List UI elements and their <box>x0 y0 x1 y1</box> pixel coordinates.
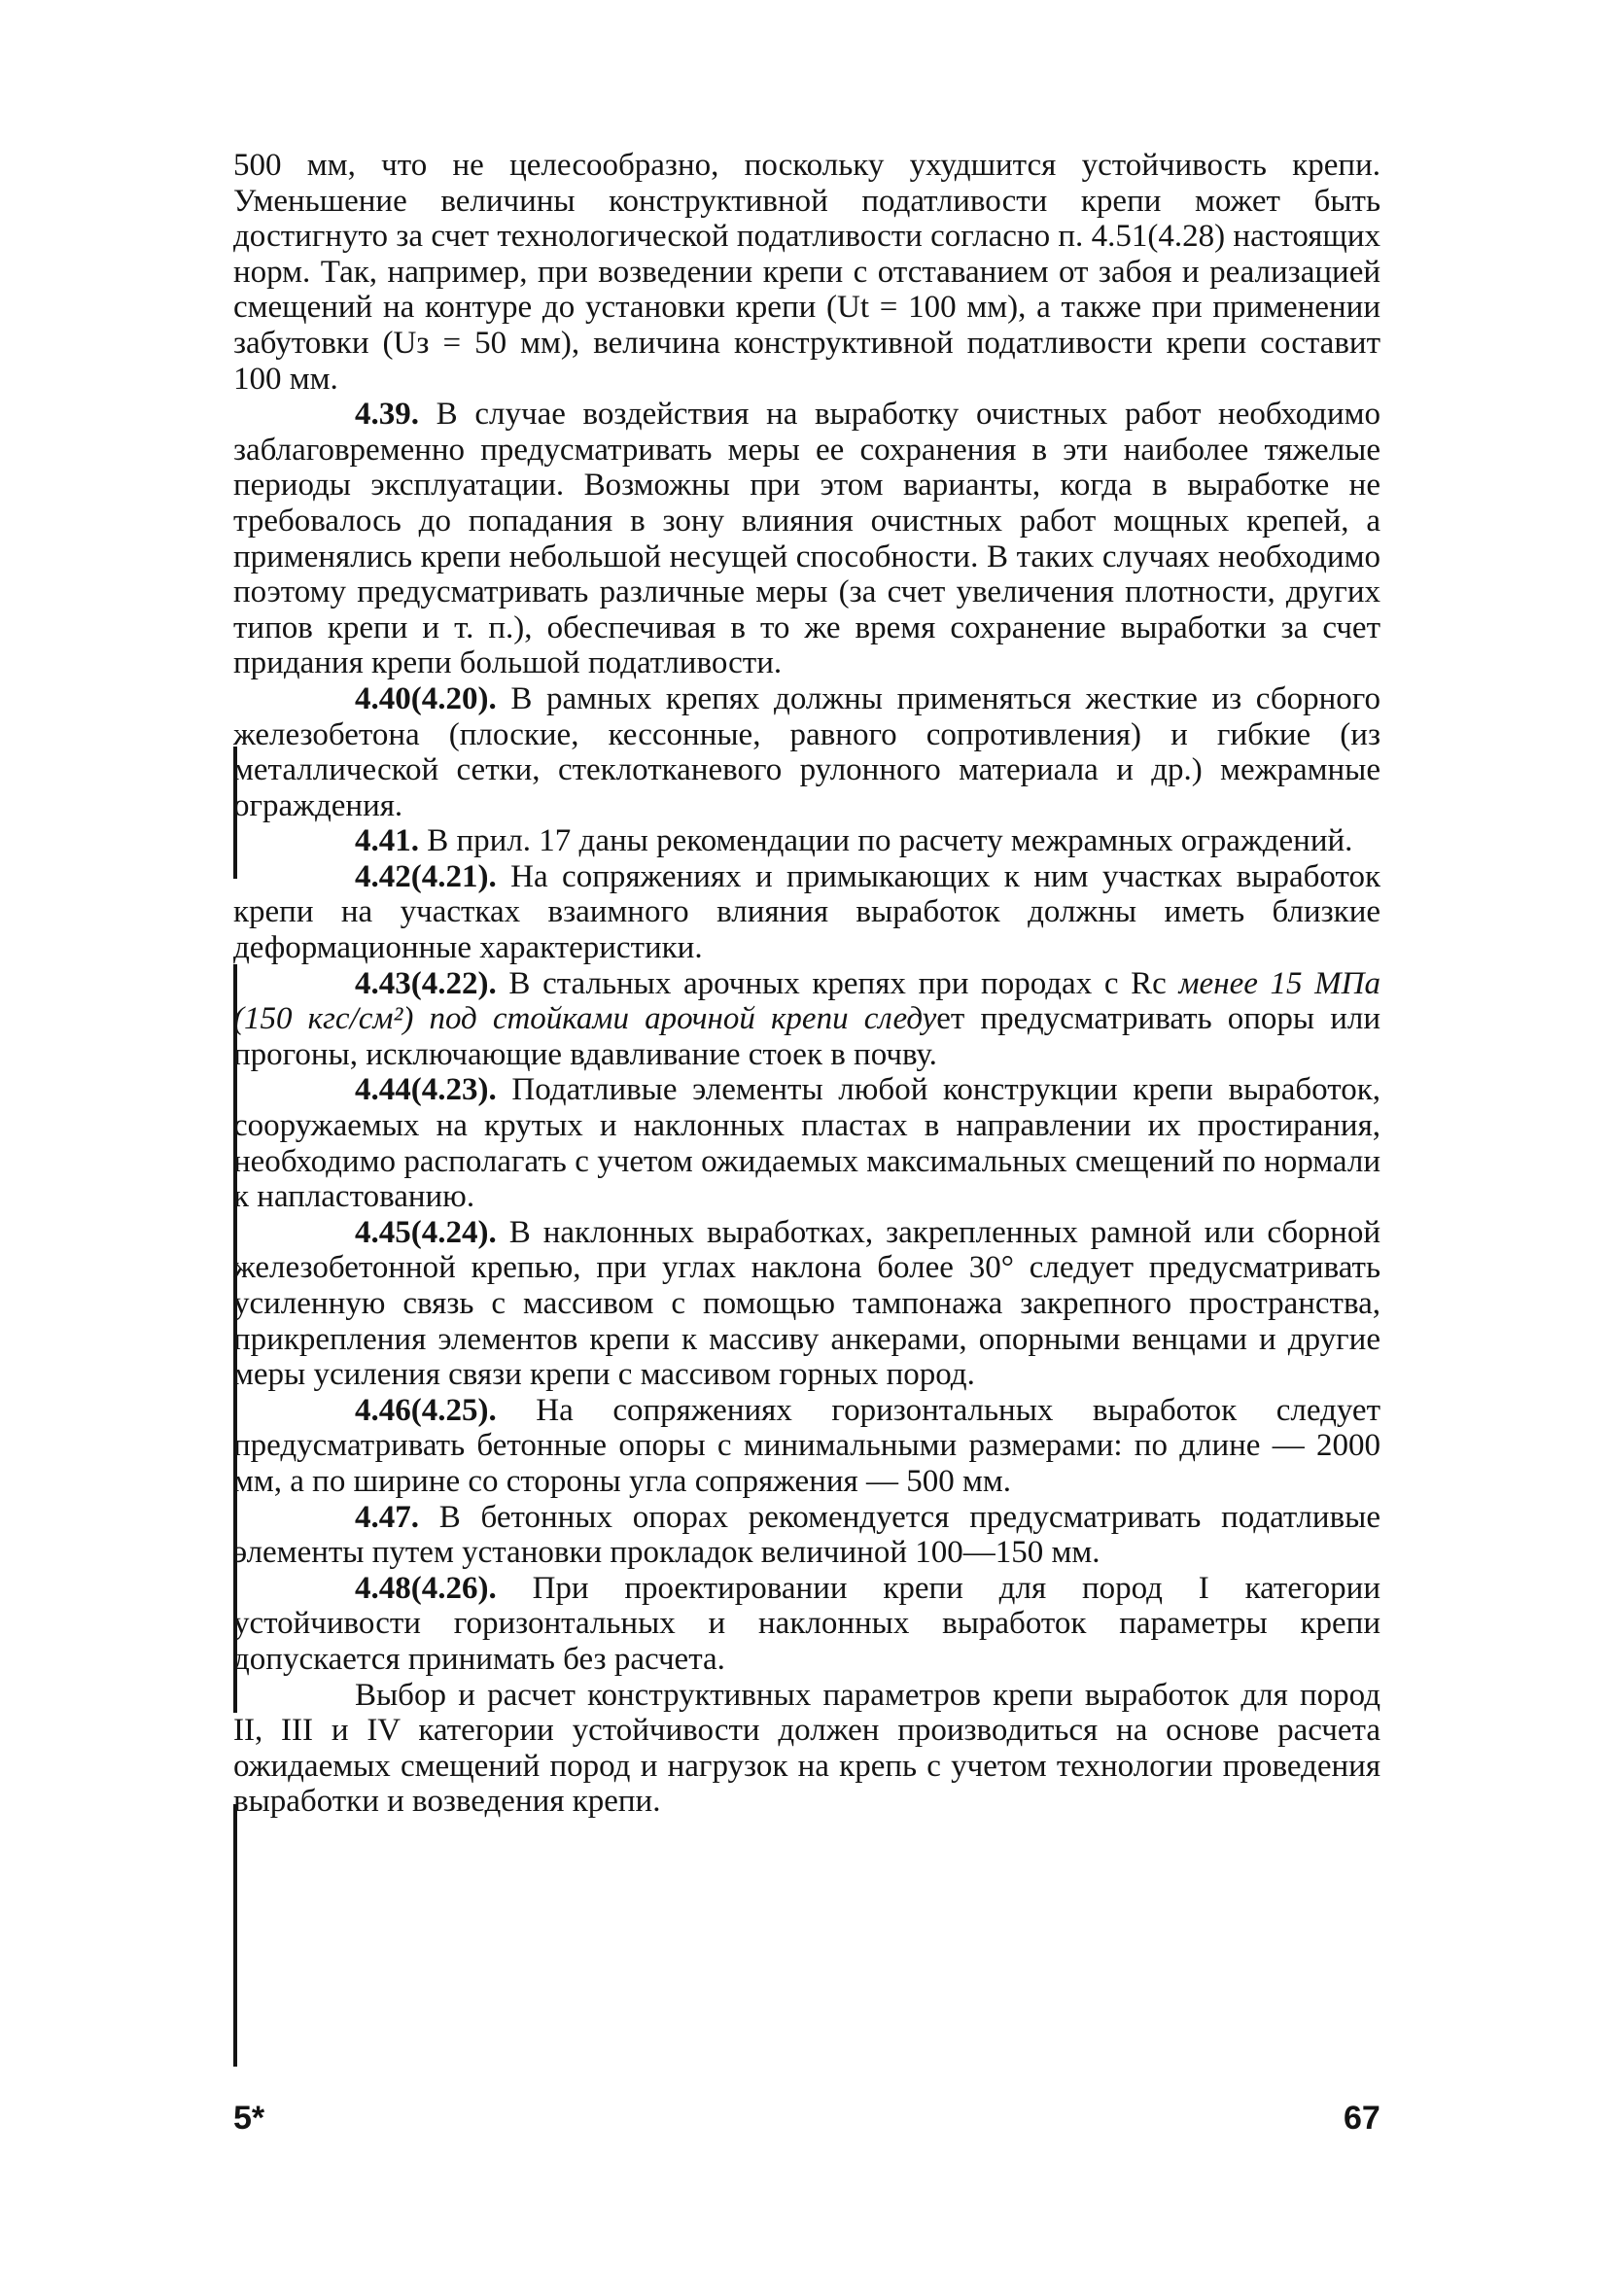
paragraph-4-48: 4.48(4.26). При проектировании крепи для пород I категории устойчивости горизонтальных и наклонных выработок параметры крепи допускается принимать без расчета. <box>233 1570 1380 1677</box>
clause-number: 4.40(4.20). <box>355 680 497 716</box>
clause-number: 4.44(4.23). <box>355 1072 497 1108</box>
clause-number: 4.43(4.22). <box>355 965 497 1001</box>
paragraph-4-44: 4.44(4.23). Податливые элементы любой конструкции крепи выработок, сооружаемых на крутых и наклонных пластах в направлении их простирания, необходимо располагать с учетом ожидаемых максимальных смещений по нормали к напластованию. <box>233 1072 1380 1215</box>
signature-mark: 5* <box>233 2100 265 2137</box>
clause-number: 4.47. <box>355 1499 419 1535</box>
paragraph-4-39: 4.39. В случае воздействия на выработку очистных работ необходимо заблаговременно предусматривать меры ее сохранения в эти наиболее тяжелые периоды эксплуатации. Возможны при этом варианты, когда в выработке не требовалось до попадания в зону влияния очистных работ мощных крепей, а применялись крепи небольшой несущей способности. В таких случаях необходимо поэтому предусматривать различные меры (за счет увеличения плотности, других типов крепи и т. п.), обеспечивая в то же время сохранение выработки за счет придания крепи большой податливости. <box>233 397 1381 681</box>
paragraph-4-47: 4.47. В бетонных опорах рекомендуется предусматривать податливые элементы путем установки прокладок величиной 100—150 мм. <box>233 1499 1380 1571</box>
clause-number: 4.41. <box>355 823 419 859</box>
page-number: 67 <box>1344 2100 1380 2137</box>
body-text <box>233 148 1380 1820</box>
paragraph-4-41: 4.41. В прил. 17 даны рекомендации по расчету межрамных ограждений. <box>355 823 1353 859</box>
paragraph-4-40: 4.40(4.20). В рамных крепях должны применяться жесткие из сборного железобетона (плоские, кессонные, равного сопротивления) и гибкие (из металлической сетки, стеклотканевого рулонного материала и др.) межрамные ограждения. <box>233 680 1381 823</box>
margin-change-bar <box>233 1804 237 2067</box>
clause-number: 4.42(4.21). <box>355 858 497 894</box>
clause-number: 4.46(4.25). <box>355 1392 497 1428</box>
paragraph-4-45: 4.45(4.24). В наклонных выработках, закрепленных рамной или сборной железобетонной крепью, при углах наклона более 30° следует предусматривать усиленную связь с массивом с помощью тампонажа закрепного пространства, прикрепления элементов крепи к массиву анкерами, опорными венцами и другие меры усиления связи крепи с массивом горных пород. <box>233 1214 1380 1393</box>
paragraph-4-46: 4.46(4.25). На сопряжениях горизонтальных выработок следует предусматривать бетонные опоры с минимальными размерами: по длине — 2000 мм, а по ширине со стороны угла сопряжения — 500 мм. <box>233 1392 1380 1499</box>
clause-number: 4.45(4.24). <box>355 1214 497 1250</box>
paragraph-4-48-continued: Выбор и расчет конструктивных параметров крепи выработок для пород II, III и IV категории устойчивости должен производиться на основе расчета ожидаемых смещений пород и нагрузок на крепь с учетом технологии проведения выработки и возведения крепи. <box>233 1677 1380 1820</box>
paragraph-4-42: 4.42(4.21). На сопряжениях и примыкающих к ним участках выработок крепи на участках взаимного влияния выработок должны иметь близкие деформационные характеристики. <box>233 858 1380 966</box>
paragraph-continuation: 500 мм, что не целесообразно, поскольку ухудшится устойчивость крепи. Уменьшение величины конструктивной податливости крепи может быть достигнуто за счет технологической податливости согласно п. 4.51(4.28) настоящих норм. Так, например, при возведении крепи с отставанием от забоя и реализацией смещений на контуре до установки крепи (Ut = 100 мм), а также при применении забутовки (Uз = 50 мм), величина конструктивной податливости крепи составит 100 мм. <box>233 148 1380 397</box>
clause-number: 4.39. <box>355 397 419 433</box>
paragraph-4-43: 4.43(4.22). В стальных арочных крепях при породах с Rс менее 15 МПа (150 кгс/см²) под стойками арочной крепи следует предусматривать опоры или прогоны, исключающие вдавливание стоек в почву. <box>233 965 1381 1072</box>
clause-number: 4.48(4.26). <box>355 1570 497 1606</box>
